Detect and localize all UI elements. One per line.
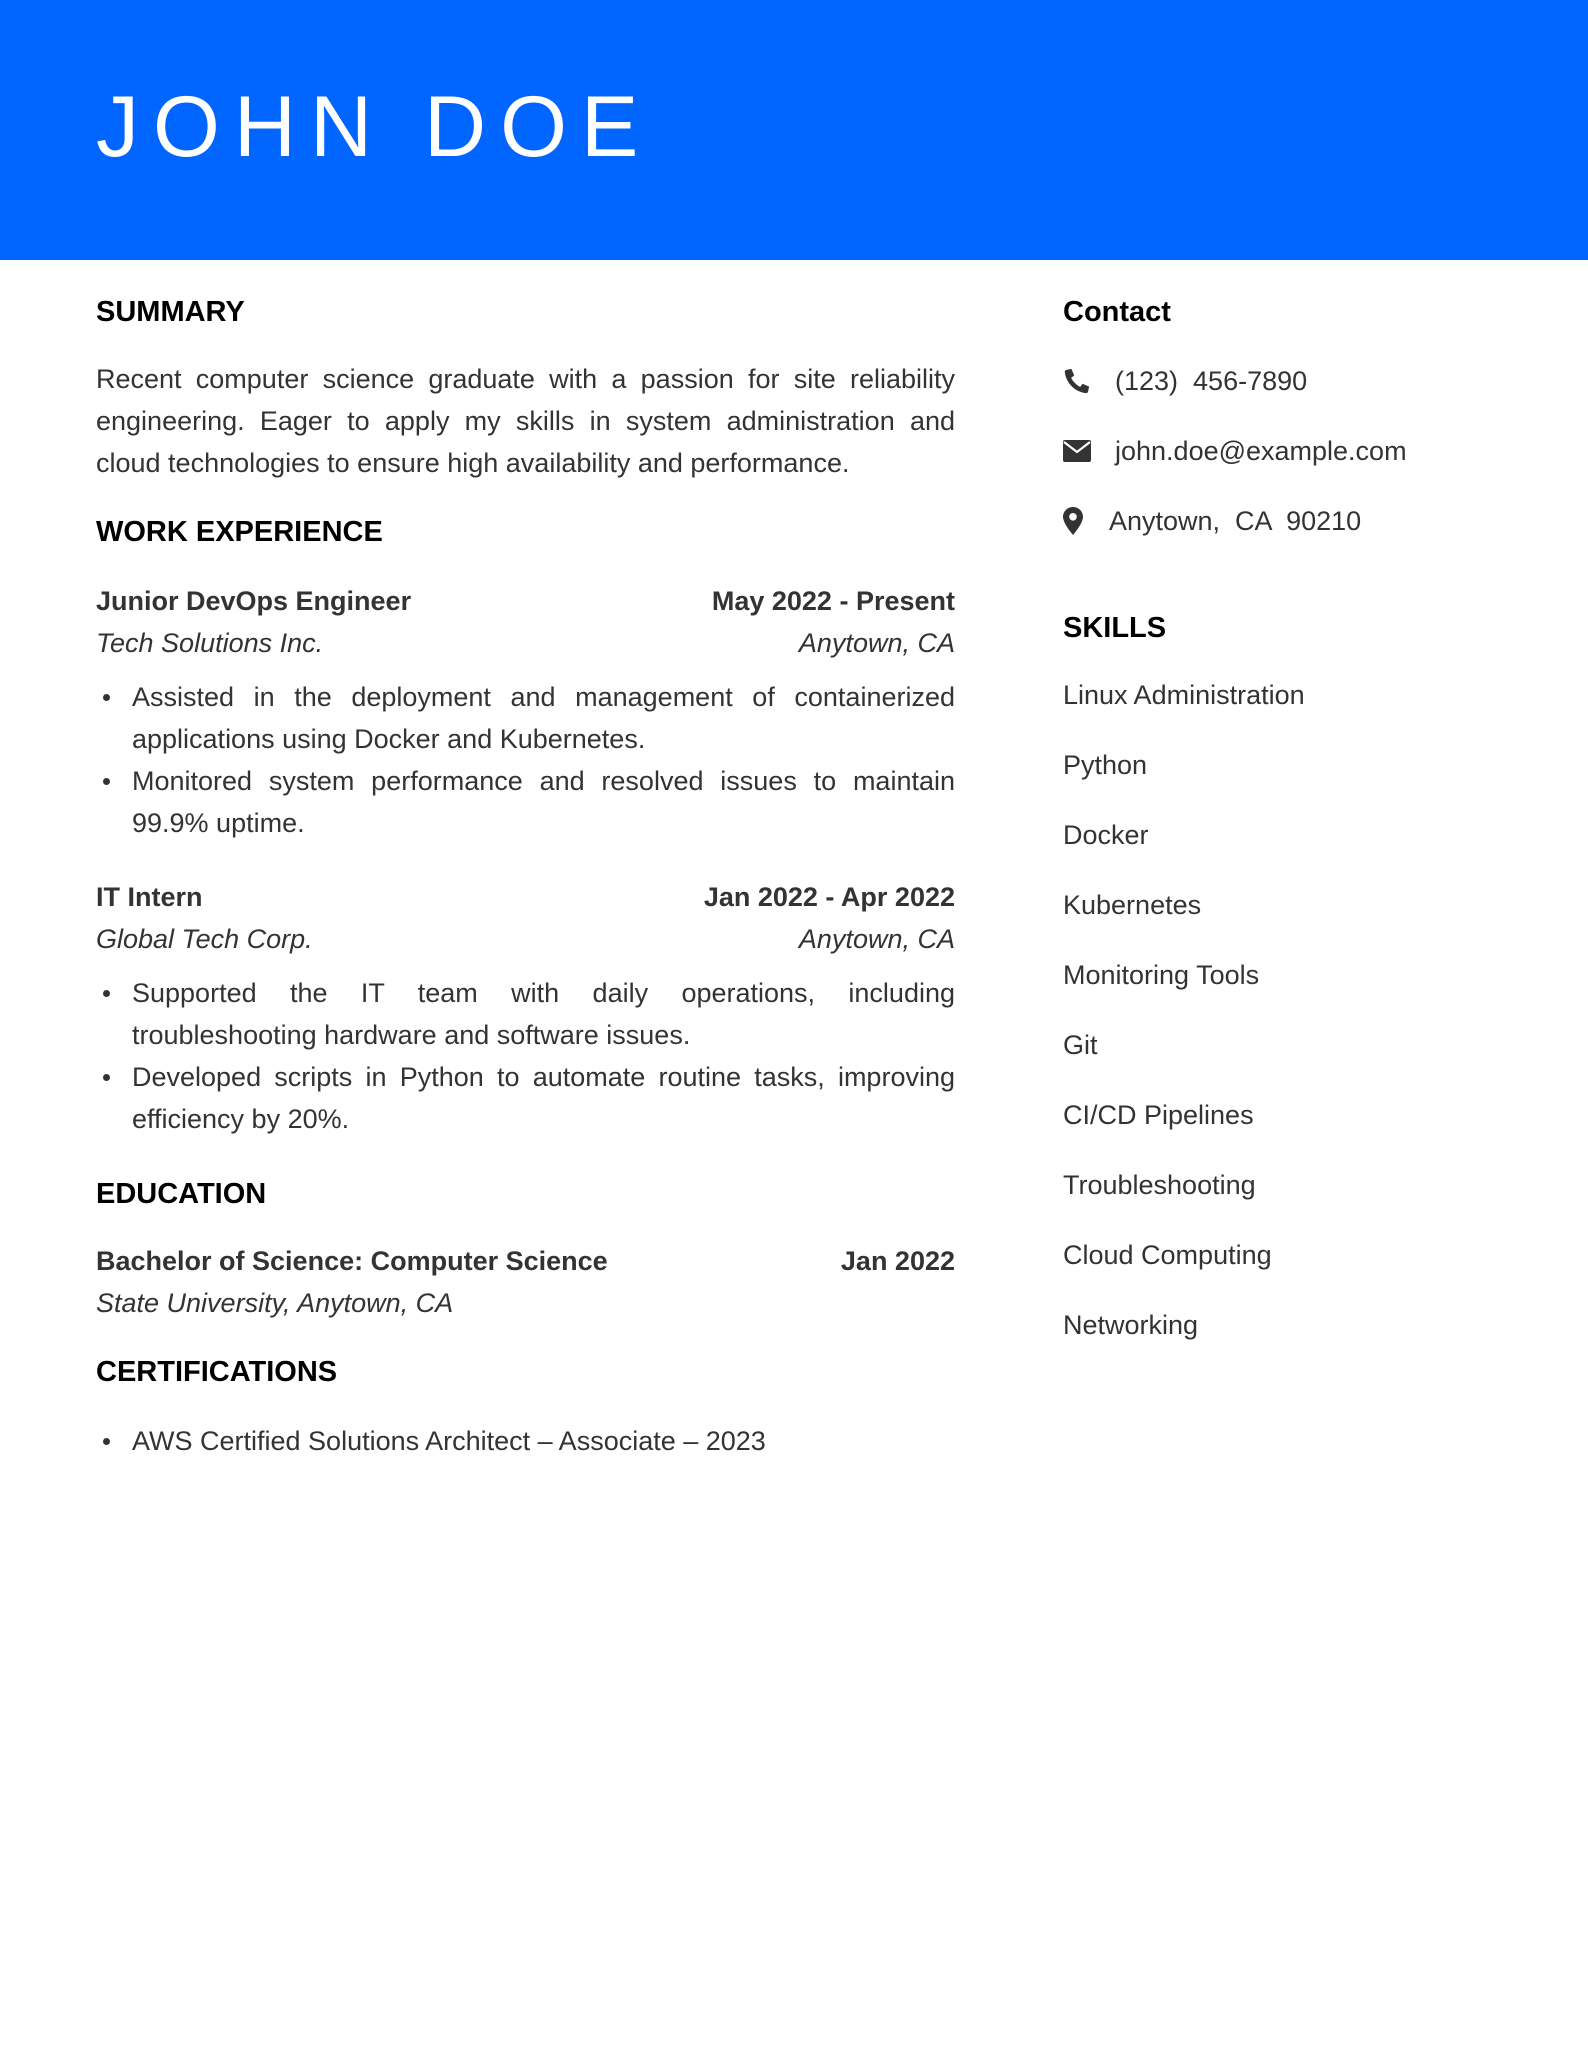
job-bullets bbox=[96, 676, 955, 844]
skills-heading: SKILLS bbox=[1063, 612, 1167, 644]
contact-email bbox=[1063, 430, 1523, 472]
contact-phone bbox=[1063, 360, 1523, 402]
location-text: Anytown, CA 90210 bbox=[1109, 505, 1362, 536]
job-header-row bbox=[96, 580, 955, 622]
certifications-heading: CERTIFICATIONS bbox=[96, 1356, 338, 1388]
skill-item: Monitoring Tools bbox=[1063, 960, 1260, 990]
job-company: Tech Solutions Inc. bbox=[96, 628, 324, 658]
envelope-icon bbox=[1063, 436, 1093, 466]
job-header-row bbox=[96, 876, 955, 918]
sidebar-column bbox=[1063, 290, 1523, 1346]
summary-text: Recent computer science graduate with a passion for site reliability engineering. Eager to apply my skills in system administration and cloud technologies to ensure high availability and performance. bbox=[96, 364, 955, 478]
education-entry bbox=[96, 1240, 955, 1324]
job-entry bbox=[96, 580, 955, 844]
summary-heading: SUMMARY bbox=[96, 296, 245, 328]
job-entry bbox=[96, 876, 955, 1140]
job-dates: Jan 2022 - Apr 2022 bbox=[703, 882, 955, 912]
email-address: john.doe@example.com bbox=[1115, 435, 1407, 466]
education-degree: Bachelor of Science: Computer Science bbox=[96, 1246, 608, 1276]
education-heading: EDUCATION bbox=[96, 1178, 267, 1210]
job-location: Anytown, CA bbox=[798, 924, 955, 954]
certification-item: AWS Certified Solutions Architect – Associate – 2023 bbox=[96, 1420, 955, 1462]
education-school: State University, Anytown, CA bbox=[96, 1288, 454, 1318]
job-role: IT Intern bbox=[96, 882, 203, 912]
bullet-item: Assisted in the deployment and management of containerized applications using Docker and Kubernetes. bbox=[96, 676, 955, 760]
header-banner bbox=[0, 0, 1588, 260]
skill-item: Python bbox=[1063, 750, 1148, 780]
job-dates: May 2022 - Present bbox=[711, 586, 955, 616]
contact-location bbox=[1063, 500, 1523, 542]
skill-item: Git bbox=[1063, 1030, 1098, 1060]
contact-heading: Contact bbox=[1063, 296, 1171, 328]
bullet-item: Monitored system performance and resolved issues to maintain 99.9% uptime. bbox=[96, 760, 955, 844]
education-date: Jan 2022 bbox=[840, 1246, 955, 1276]
job-company: Global Tech Corp. bbox=[96, 924, 313, 954]
skill-item: Docker bbox=[1063, 820, 1149, 850]
job-company-row bbox=[96, 622, 955, 664]
bullet-item: Developed scripts in Python to automate routine tasks, improving efficiency by 20%. bbox=[96, 1056, 955, 1140]
map-marker-icon bbox=[1063, 506, 1085, 536]
education-school-row bbox=[96, 1282, 955, 1324]
main-column bbox=[96, 290, 955, 1462]
certifications-list bbox=[96, 1420, 955, 1462]
skill-item: Kubernetes bbox=[1063, 890, 1202, 920]
candidate-name: JOHN DOE bbox=[96, 79, 653, 175]
phone-number: (123) 456-7890 bbox=[1115, 365, 1308, 396]
job-location: Anytown, CA bbox=[798, 628, 955, 658]
job-company-row bbox=[96, 918, 955, 960]
job-role: Junior DevOps Engineer bbox=[96, 586, 412, 616]
education-row bbox=[96, 1240, 955, 1282]
skill-item: Networking bbox=[1063, 1310, 1199, 1340]
skill-item: Linux Administration bbox=[1063, 680, 1305, 710]
bullet-item: Supported the IT team with daily operations, including troubleshooting hardware and software issues. bbox=[96, 972, 955, 1056]
skill-item: Troubleshooting bbox=[1063, 1170, 1256, 1200]
skill-item: CI/CD Pipelines bbox=[1063, 1100, 1254, 1130]
work-experience-heading: WORK EXPERIENCE bbox=[96, 516, 383, 548]
phone-icon bbox=[1063, 366, 1093, 396]
skill-item: Cloud Computing bbox=[1063, 1240, 1272, 1270]
job-bullets bbox=[96, 972, 955, 1140]
